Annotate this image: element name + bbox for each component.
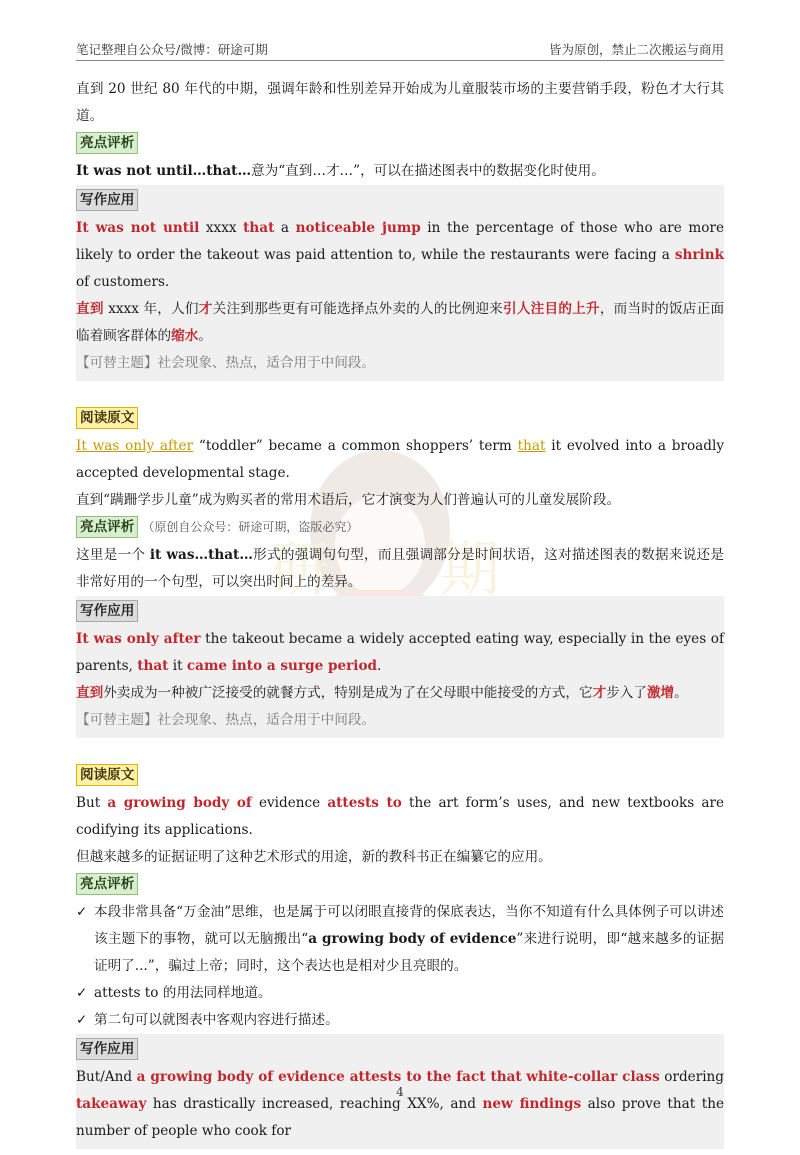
- emphasis: 缩水: [171, 328, 199, 344]
- text: 本段非常具备“万金油”思维，也是属于可以闭眼直接背的保底表达，当你不知道有什么具体例子可以讲述该主题下的事物，就可以无脑搬出“: [94, 904, 724, 947]
- writing-chinese: [76, 296, 724, 350]
- text: 步入了: [606, 685, 647, 701]
- analysis-text: 意为“直到…才…”，可以在描述图表中的数据变化时使用。: [251, 163, 605, 179]
- emphasis: new findings: [482, 1096, 582, 1112]
- tag-highlight-analysis: 亮点评析: [76, 516, 138, 538]
- text: evidence: [251, 795, 328, 811]
- writing-application-box: [76, 596, 724, 738]
- analysis-pattern: it was…that…: [149, 547, 253, 563]
- text: But/And: [76, 1069, 137, 1085]
- original-chinese: 直到“蹒跚学步儿童”成为购买者的常用术语后，它才演变为人们普遍认可的儿童发展阶段。: [76, 492, 621, 508]
- text: 外卖成为一种被广泛接受的就餐方式，特别是成为了在父母眼中能接受的方式，它: [103, 685, 593, 701]
- emphasis: 激增: [646, 685, 675, 701]
- text: attests to 的用法同样地道。: [94, 985, 272, 1001]
- header-divider: [76, 60, 724, 61]
- text: the art form’s uses, and new textbooks are codifying its applications.: [76, 795, 725, 838]
- text: 。: [198, 328, 212, 344]
- text: ”来进行说明，即“越来越多的证据证明了...”，骗过上帝；同时，这个表达也是相对少且亮眼的。: [94, 931, 724, 974]
- emphasis: noticeable jump: [295, 220, 421, 236]
- text: ，而当时的饭店正面临着顾客群体的: [76, 301, 725, 344]
- svg-text:研: 研: [270, 535, 330, 605]
- topic-note: 【可替主题】社会现象、热点，适合用于中间段。: [76, 355, 376, 371]
- page-number: 4: [396, 1085, 404, 1099]
- intro-paragraph: 直到 20 世纪 80 年代的中期，强调年龄和性别差异开始成为儿童服装市场的主要营销手段，粉色才大行其道。: [76, 81, 724, 124]
- analysis-pattern: a growing body of evidence: [308, 931, 517, 947]
- topic-note: 【可替主题】社会现象、热点，适合用于中间段。: [76, 712, 376, 728]
- emphasis: It was only after: [76, 438, 194, 454]
- emphasis: 引人注目的上升: [503, 301, 600, 317]
- page-content: [76, 76, 724, 1155]
- text: has drastically increased, reaching XX%, and: [146, 1096, 483, 1112]
- original-english: [76, 433, 724, 487]
- text: a: [274, 220, 296, 236]
- text: it evolved into a broadly accepted developmental stage.: [76, 438, 725, 481]
- emphasis: It was only after: [76, 631, 201, 647]
- emphasis: that: [243, 220, 275, 236]
- tag-read-original: 阅读原文: [76, 407, 138, 429]
- writing-application-box: [76, 185, 724, 381]
- writing-english: [76, 626, 724, 680]
- check-icon: ✓: [76, 985, 88, 1001]
- emphasis: It was not until: [76, 220, 200, 236]
- tag-read-original: 阅读原文: [76, 764, 138, 786]
- emphasis: 才: [198, 301, 213, 317]
- tag-highlight-analysis: 亮点评析: [76, 132, 138, 154]
- check-icon: ✓: [76, 904, 88, 920]
- analysis-point-2: [76, 980, 724, 1007]
- tag-writing-application: 写作应用: [76, 600, 138, 622]
- emphasis: shrink: [674, 247, 724, 263]
- emphasis: that: [517, 438, 546, 454]
- svg-text:期: 期: [440, 535, 500, 605]
- original-english: [76, 790, 724, 844]
- text: “toddler” became a common shoppers’ term: [193, 438, 518, 454]
- tag-writing-application: 写作应用: [76, 189, 138, 211]
- emphasis: white-collar class: [526, 1069, 660, 1085]
- text: also prove that the number of people who cook for: [76, 1096, 724, 1139]
- emphasis: 才: [592, 685, 607, 701]
- emphasis: takeaway: [76, 1096, 147, 1112]
- emphasis: 直到: [76, 685, 104, 701]
- emphasis: 直到: [76, 301, 104, 317]
- emphasis: that: [137, 658, 169, 674]
- source-annotation: （原创自公众号：研途可期，盗版必究）: [142, 520, 359, 534]
- tag-highlight-analysis: 亮点评析: [76, 873, 138, 895]
- text: the takeout became a widely accepted eating way, especially in the eyes of parents,: [76, 631, 724, 674]
- text: .: [377, 658, 382, 674]
- text: 。: [674, 685, 688, 701]
- analysis-paragraph: [76, 542, 724, 596]
- analysis-point-3: [76, 1007, 724, 1034]
- text: 形式的强调句句型，而且强调部分是时间状语，这对描述图表的数据来说还是非常好用的一个句型，可以突出时间上的差异。: [76, 547, 725, 590]
- tag-writing-application: 写作应用: [76, 1038, 138, 1060]
- writing-english: [76, 1064, 724, 1145]
- writing-english: [76, 215, 724, 296]
- text: xxxx: [199, 220, 244, 236]
- text: 这里是一个: [76, 547, 150, 563]
- emphasis: came into a surge period: [186, 658, 378, 674]
- text: 关注到那些更有可能选择点外卖的人的比例迎来: [212, 301, 504, 317]
- text: in the percentage of those who are more likely to order the takeout was paid attention to, while the restaurants were facing a: [76, 220, 725, 263]
- analysis-point-1: [76, 899, 724, 980]
- original-chinese: 但越来越多的证据证明了这种艺术形式的用途，新的教科书正在编纂它的应用。: [76, 849, 552, 865]
- analysis-pattern: It was not until…that…: [76, 163, 252, 179]
- header-notice: 皆为原创，禁止二次搬运与商用: [548, 42, 724, 57]
- writing-chinese: [76, 680, 724, 707]
- text: xxxx 年，人们: [103, 301, 199, 317]
- emphasis: a growing body of: [107, 795, 252, 811]
- analysis-paragraph: [76, 158, 724, 185]
- text: of customers.: [76, 274, 170, 290]
- text: But: [76, 795, 108, 811]
- check-icon: ✓: [76, 1012, 88, 1028]
- emphasis: a growing body of evidence attests to the fact that: [136, 1069, 522, 1085]
- text: 第二句可以就图表中客观内容进行描述。: [94, 1012, 339, 1028]
- text: ordering: [659, 1069, 725, 1085]
- emphasis: attests to: [327, 795, 402, 811]
- text: it: [168, 658, 187, 674]
- header-source: 笔记整理自公众号/微博：研途可期: [76, 42, 268, 57]
